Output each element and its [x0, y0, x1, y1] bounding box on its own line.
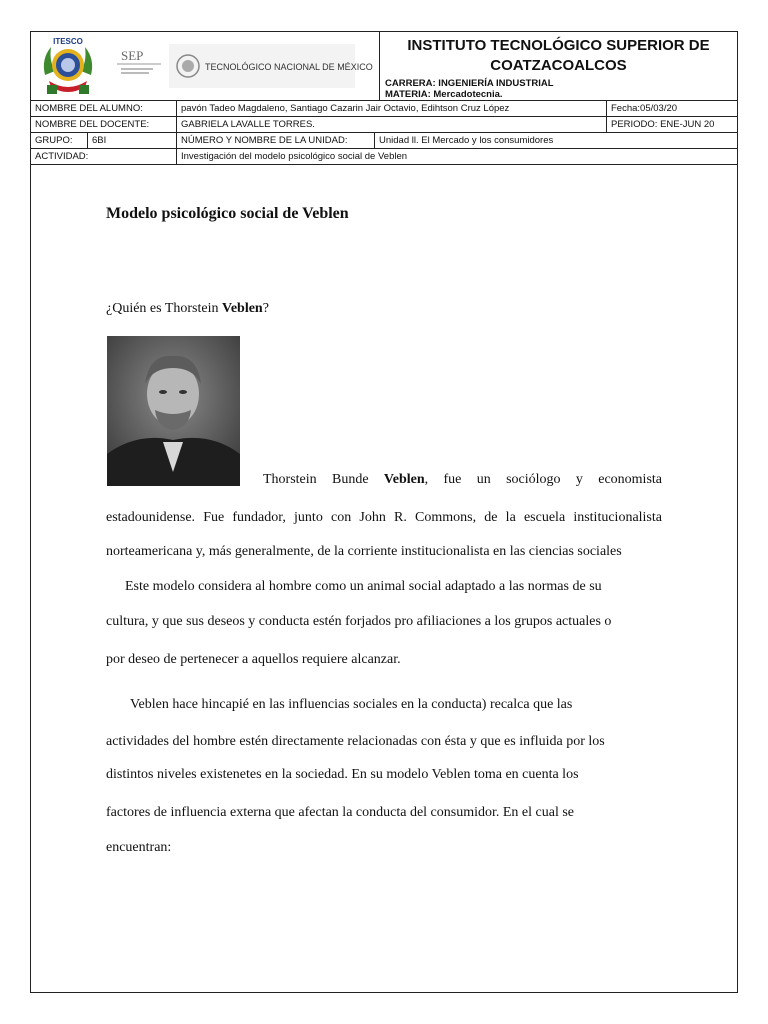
institute-line2: COATZACOALCOS — [490, 57, 627, 74]
paragraph3-line3: distintos niveles existenetes en la sociedad. En su modelo Veblen toma en cuenta los — [106, 767, 579, 782]
paragraph2-line3: por deseo de pertenecer a aquellos requiere alcanzar. — [106, 652, 401, 667]
sep-logo-text: SEP — [121, 48, 144, 63]
teacher-row — [31, 117, 737, 133]
header-table — [31, 32, 737, 165]
sep-logo — [113, 44, 173, 88]
paragraph1-line2: estadounidense. Fue fundador, junto con John R. Commons, de la escuela institucionalista — [106, 510, 662, 525]
mexico-seal-icon — [175, 50, 201, 82]
paragraph3-line5: encuentran: — [106, 840, 172, 855]
veblen-portrait — [107, 336, 240, 486]
p1-line1-post: , fue un sociólogo y economista — [424, 472, 662, 487]
group-label: GRUPO: — [35, 135, 73, 146]
activity-label: ACTIVIDAD: — [35, 151, 89, 162]
logos-cell — [31, 32, 380, 100]
question-pre: ¿Quién es Thorstein — [106, 301, 222, 316]
p1-line1-pre: Thorstein Bunde — [263, 472, 384, 487]
date-value: Fecha:05/03/20 — [606, 101, 737, 116]
institute-line1: INSTITUTO TECNOLÓGICO SUPERIOR DE — [407, 37, 710, 54]
student-label: NOMBRE DEL ALUMNO: — [35, 103, 143, 114]
paragraph3-line2: actividades del hombre estén directamente relacionadas con ésta y que es influida por los — [106, 734, 605, 749]
header-top-row — [31, 32, 737, 101]
unit-label: NÚMERO Y NOMBRE DE LA UNIDAD: — [176, 133, 374, 148]
student-row — [31, 101, 737, 117]
teacher-label: NOMBRE DEL DOCENTE: — [35, 119, 150, 130]
paragraph1-line1 — [263, 472, 662, 488]
group-value: 6BI — [87, 133, 176, 148]
paragraph3-line1: Veblen hace hincapié en las influencias sociales en la conducta) recalca que las — [130, 697, 573, 712]
subject-label: MATERIA: Mercadotecnia. — [385, 89, 503, 100]
group-row — [31, 133, 737, 149]
question-bold: Veblen — [222, 301, 263, 316]
activity-row — [31, 149, 737, 164]
question-heading — [106, 301, 269, 317]
teacher-value: GABRIELA LAVALLE TORRES. — [176, 117, 606, 132]
document-title: Modelo psicológico social de Veblen — [106, 205, 349, 222]
itesco-logo — [39, 35, 97, 97]
tnm-logo-text: TECNOLÓGICO NACIONAL DE MÉXICO — [205, 62, 373, 72]
period-value: PERIODO: ENE-JUN 20 — [606, 117, 737, 132]
paragraph3-line4: factores de influencia externa que afectan la conducta del consumidor. En el cual se — [106, 805, 575, 820]
activity-value: Investigación del modelo psicológico social de Veblen — [176, 149, 737, 164]
institute-cell — [380, 32, 737, 100]
paragraph2-line1: Este modelo considera al hombre como un animal social adaptado a las normas de su — [125, 579, 602, 594]
tnm-logo — [169, 44, 373, 88]
paragraph2-line2: cultura, y que sus deseos y conducta estén forjados pro afiliaciones a los grupos actuales o — [106, 614, 612, 629]
unit-value: Unidad ll. El Mercado y los consumidores — [374, 133, 737, 148]
student-value: pavón Tadeo Magdaleno, Santiago Cazarin Jair Octavio, Edihtson Cruz López — [176, 101, 606, 116]
itesco-logo-text: ITESCO — [53, 37, 83, 46]
career-label: CARRERA: INGENIERÍA INDUSTRIAL — [385, 78, 554, 89]
question-post: ? — [262, 301, 269, 316]
p1-line1-bold: Veblen — [383, 472, 425, 487]
institute-title — [380, 36, 737, 76]
paragraph1-line3: norteamericana y, más generalmente, de la corriente institucionalista en las ciencias sociales — [106, 544, 622, 559]
